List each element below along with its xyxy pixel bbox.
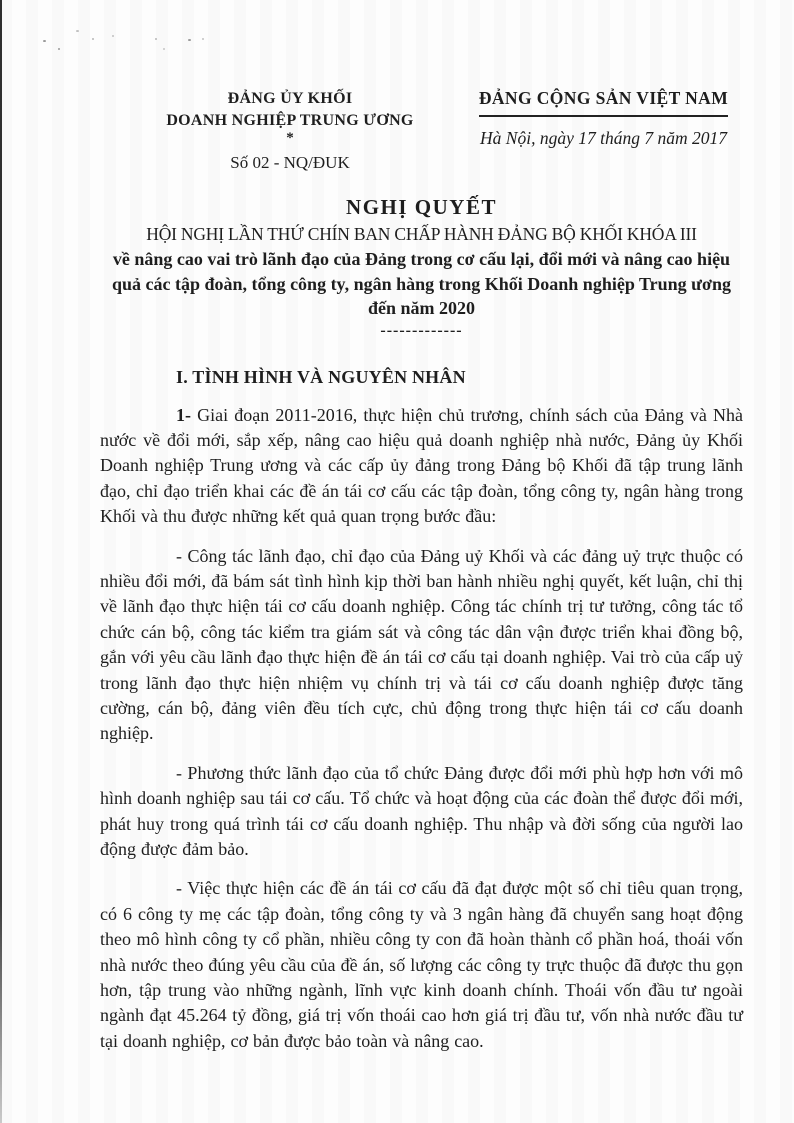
scan-speckle — [92, 38, 94, 40]
paragraph-4: - Việc thực hiện các đề án tái cơ cấu đã đạt được một số chỉ tiêu quan trọng, có 6 công ty mẹ các tập đoàn, tổng công ty và 3 ngân hàng đã chuyển sang hoạt động theo mô hình công ty cổ phần, nhiều công ty con đã hoàn thành cổ phần hoá, thoái vốn nhà nước theo đúng yêu cầu của đề án, số lượng các công ty trực thuộc đã được thu gọn hơn, tập trung vào những ngành, lĩnh vực kinh doanh chính. Thoái vốn đầu tư ngoài ngành đạt 45.264 tỷ đồng, giá trị vốn thoái cao hơn giá trị đầu tư, vốn nhà nước đầu tư tại doanh nghiệp, cơ bản được bảo toàn và nâng cao. — [100, 878, 743, 1051]
national-header-block — [440, 88, 743, 149]
document-content — [100, 88, 743, 1054]
scan-speckle — [112, 35, 114, 37]
scan-speckle — [58, 48, 60, 50]
scan-speckle — [76, 30, 79, 32]
separator-dashes: ------------- — [380, 321, 463, 339]
party-name: ĐẢNG CỘNG SẢN VIỆT NAM — [479, 88, 728, 117]
scan-speckle — [155, 38, 157, 40]
issuing-org-block — [140, 88, 440, 174]
paragraph-1 — [100, 403, 743, 530]
subject-title: về nâng cao vai trò lãnh đạo của Đảng trong cơ cấu lại, đổi mới và nâng cao hiệu quả các tập đoàn, tổng công ty, ngân hàng trong Khối Doanh nghiệp Trung ương đến năm 2020 — [112, 249, 731, 318]
scan-edge-artifact — [0, 0, 2, 1123]
session-title: HỘI NGHỊ LẦN THỨ CHÍN BAN CHẤP HÀNH ĐẢNG BỘ KHỐI KHÓA III — [146, 224, 697, 244]
document-header — [100, 88, 743, 174]
place-and-date: Hà Nội, ngày 17 tháng 7 năm 2017 — [480, 128, 727, 148]
org-name-line1: ĐẢNG ỦY KHỐI — [227, 90, 353, 107]
section-heading: I. TÌNH HÌNH VÀ NGUYÊN NHÂN — [176, 366, 466, 387]
scan-speckle — [163, 48, 165, 50]
paragraph-1-text: Giai đoạn 2011-2016, thực hiện chủ trương, chính sách của Đảng và Nhà nước về đổi mới, sắp xếp, nâng cao hiệu quả doanh nghiệp nhà nước, Đảng ủy Khối Doanh nghiệp Trung ương và các cấp ủy đảng trong Đảng bộ Khối đã tập trung lãnh đạo, chỉ đạo triển khai các đề án tái cơ cấu các tập đoàn, tổng công ty, ngân hàng trong Khối và thu được những kết quả quan trọng bước đầu: — [100, 404, 743, 527]
document-number: Số 02 - NQ/ĐUK — [230, 153, 350, 172]
star-separator: * — [286, 130, 294, 146]
scan-speckle — [43, 40, 46, 42]
title-block — [100, 195, 743, 340]
document-title: NGHỊ QUYẾT — [346, 195, 497, 219]
org-name-line2: DOANH NGHIỆP TRUNG ƯƠNG — [166, 112, 414, 129]
paragraph-2: - Công tác lãnh đạo, chỉ đạo của Đảng uỷ Khối và các đảng uỷ trực thuộc có nhiều đổi mới, đã bám sát tình hình kịp thời ban hành nhiều nghị quyết, kết luận, chỉ thị về lãnh đạo thực hiện tái cơ cấu doanh nghiệp. Công tác chính trị tư tưởng, công tác tổ chức cán bộ, công tác kiểm tra giám sát và công tác dân vận được triển khai đồng bộ, gắn với yêu cầu lãnh đạo thực hiện đề án tái cơ cấu tại doanh nghiệp. Vai trò của cấp uỷ trong lãnh đạo thực hiện nhiệm vụ chính trị và tái cơ cấu doanh nghiệp được tăng cường, cán bộ, đảng viên đều tích cực, chủ động trong thực hiện tái cơ cấu doanh nghiệp. — [100, 545, 743, 744]
paragraph-3: - Phương thức lãnh đạo của tổ chức Đảng được đổi mới phù hợp hơn với mô hình doanh nghiệp sau tái cơ cấu. Tổ chức và hoạt động của các đoàn thể được đổi mới, phát huy trong quá trình tái cơ cấu doanh nghiệp. Thu nhập và đời sống của người lao động được đảm bảo. — [100, 762, 743, 859]
paragraph-number: 1- — [176, 404, 191, 425]
scan-speckle — [188, 39, 191, 41]
scan-speckle — [202, 38, 204, 40]
